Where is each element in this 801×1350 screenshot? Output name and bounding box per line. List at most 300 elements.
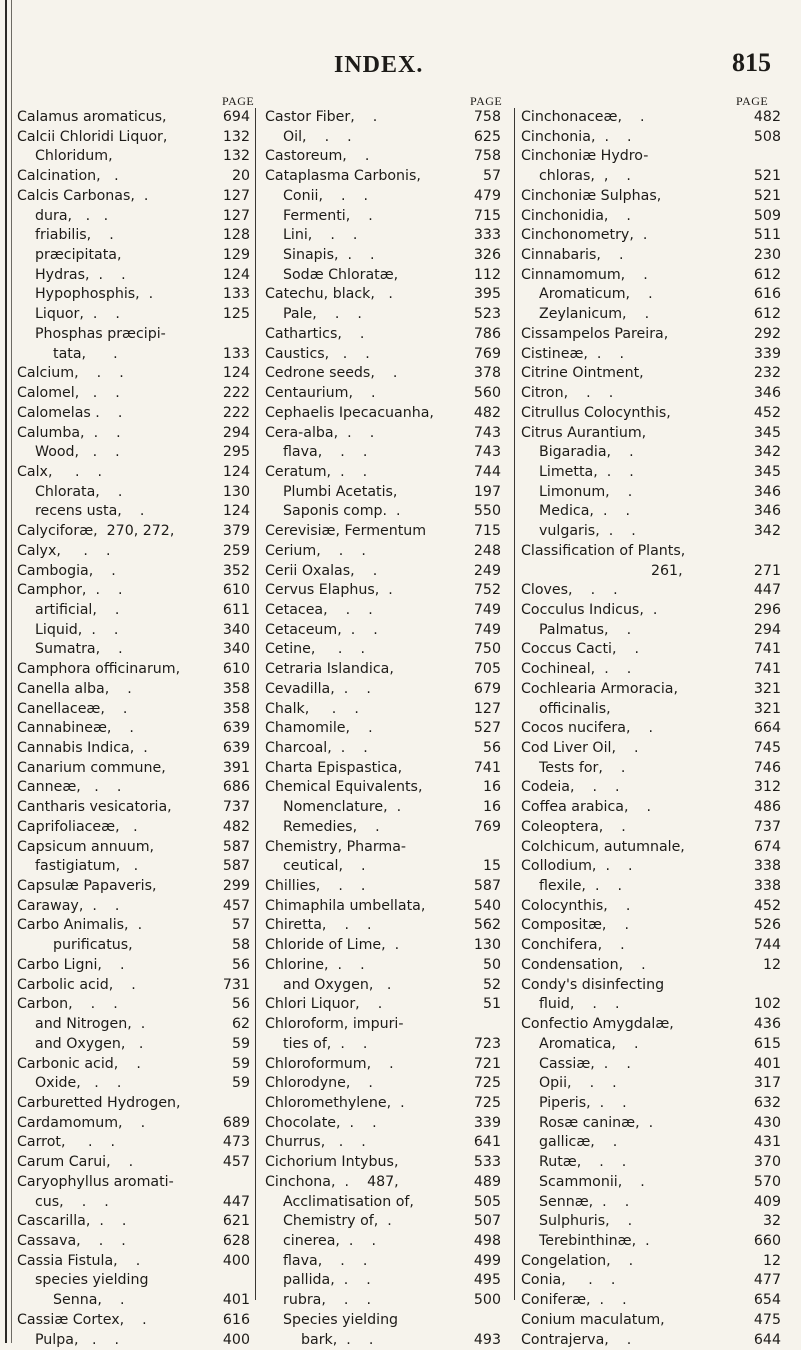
entry-page-number: 632 bbox=[753, 1094, 781, 1111]
entry-term: Cod Liver Oil, . bbox=[521, 740, 639, 756]
index-entry bbox=[521, 581, 781, 601]
index-entry bbox=[17, 424, 250, 444]
index-entry bbox=[17, 305, 250, 325]
index-entry bbox=[265, 1114, 501, 1134]
index-entry bbox=[17, 325, 250, 345]
entry-term: Chlori Liquor, . bbox=[265, 996, 383, 1013]
entry-page-number: 639 bbox=[222, 720, 250, 737]
entry-term: cinerea, . . bbox=[283, 1232, 376, 1249]
entry-page-number: 628 bbox=[222, 1232, 250, 1249]
index-entry bbox=[17, 1094, 250, 1114]
index-entry bbox=[521, 364, 781, 384]
index-column-2 bbox=[265, 108, 501, 1350]
entry-term: Cinnabaris, . bbox=[521, 247, 624, 264]
entry-term: Chloride of Lime, . bbox=[265, 937, 400, 954]
entry-page-number: 340 bbox=[222, 621, 250, 638]
index-entry bbox=[265, 424, 501, 444]
index-entry bbox=[17, 956, 250, 976]
entry-page-number: 400 bbox=[222, 1331, 250, 1348]
entry-page-number: 296 bbox=[753, 601, 781, 618]
index-entry bbox=[521, 936, 781, 956]
index-entry bbox=[17, 266, 250, 286]
index-entry bbox=[17, 897, 250, 917]
index-entry bbox=[17, 680, 250, 700]
entry-term: Limetta, . . bbox=[539, 463, 634, 480]
index-entry bbox=[521, 128, 781, 148]
index-entry bbox=[265, 916, 501, 936]
index-entry bbox=[521, 1311, 781, 1331]
entry-term: Cistineæ, . . bbox=[521, 345, 624, 362]
entry-term: Camphor, . . bbox=[17, 582, 123, 599]
entry-page-number: 615 bbox=[753, 1035, 781, 1052]
entry-page-number: 611 bbox=[222, 601, 250, 618]
index-entry bbox=[521, 877, 781, 897]
entry-term: Cocculus Indicus, . bbox=[521, 601, 658, 618]
entry-term: Canneæ, . . bbox=[17, 779, 122, 796]
index-entry bbox=[17, 1133, 250, 1153]
entry-page-number: 130 bbox=[473, 937, 501, 954]
entry-term: Cetine, . . bbox=[265, 641, 365, 658]
entry-page-number: 664 bbox=[753, 720, 781, 737]
entry-term: Sodæ Chloratæ, bbox=[283, 266, 399, 283]
index-entry bbox=[17, 798, 250, 818]
index-entry bbox=[521, 562, 781, 582]
entry-page-number: 486 bbox=[753, 799, 781, 816]
index-entry bbox=[17, 877, 250, 897]
entry-page-number: 358 bbox=[222, 700, 250, 717]
entry-term: Chemistry, Pharma- bbox=[265, 838, 407, 855]
index-entry bbox=[265, 1133, 501, 1153]
entry-page-number: 505 bbox=[473, 1193, 501, 1210]
entry-term: Cinchonidia, . bbox=[521, 207, 631, 224]
entry-page-number: 521 bbox=[753, 168, 781, 185]
entry-page-number: 124 bbox=[222, 266, 250, 283]
entry-term: Cichorium Intybus, bbox=[265, 1154, 399, 1171]
entry-page-number: 59 bbox=[231, 1055, 250, 1072]
entry-page-number: 769 bbox=[473, 818, 501, 835]
entry-page-number: 340 bbox=[222, 641, 250, 658]
index-entry bbox=[521, 1331, 781, 1350]
index-entry bbox=[17, 1114, 250, 1134]
entry-term: Congelation, . bbox=[521, 1252, 634, 1269]
index-entry bbox=[265, 207, 501, 227]
entry-term: Chiretta, . . bbox=[265, 917, 372, 934]
entry-term: Coffea arabica, . bbox=[521, 799, 652, 816]
entry-page-number: 62 bbox=[231, 1016, 250, 1033]
index-entry bbox=[265, 976, 501, 996]
entry-term: Chlorata, . bbox=[35, 483, 123, 500]
index-entry bbox=[521, 404, 781, 424]
entry-term: Cannabineæ, . bbox=[17, 720, 134, 737]
entry-term: Sumatra, . bbox=[35, 641, 123, 658]
index-entry bbox=[17, 838, 250, 858]
entry-page-number: 125 bbox=[222, 306, 250, 323]
index-entry bbox=[265, 285, 501, 305]
index-entry bbox=[17, 364, 250, 384]
entry-term: Piperis, . . bbox=[539, 1094, 627, 1111]
index-entry bbox=[521, 956, 781, 976]
entry-term: Condy's disinfecting bbox=[521, 976, 665, 993]
entry-page-number: 16 bbox=[482, 799, 501, 816]
index-entry bbox=[17, 1212, 250, 1232]
index-entry bbox=[17, 285, 250, 305]
index-entry bbox=[521, 167, 781, 187]
entry-term: Cissampelos Pareira, bbox=[521, 325, 669, 342]
entry-page-number: 533 bbox=[473, 1154, 501, 1171]
index-entry bbox=[17, 226, 250, 246]
entry-term: chloras, , . bbox=[539, 168, 631, 185]
index-entry bbox=[265, 404, 501, 424]
entry-term: Chloromethylene, . bbox=[265, 1094, 405, 1111]
index-entry bbox=[265, 739, 501, 759]
entry-term: Cetaceum, . . bbox=[265, 621, 378, 638]
entry-page-number: 312 bbox=[753, 779, 781, 796]
entry-page-number: 715 bbox=[473, 523, 501, 540]
entry-term: Cerium, . . bbox=[265, 542, 366, 559]
index-entry bbox=[17, 463, 250, 483]
entry-page-number: 457 bbox=[222, 897, 250, 914]
entry-term: Conchifera, . bbox=[521, 937, 625, 954]
index-entry bbox=[17, 936, 250, 956]
index-entry bbox=[521, 542, 781, 562]
index-entry bbox=[521, 700, 781, 720]
entry-term: pallida, . . bbox=[283, 1272, 371, 1289]
index-entry bbox=[17, 187, 250, 207]
index-entry bbox=[265, 345, 501, 365]
index-entry bbox=[265, 936, 501, 956]
index-entry bbox=[17, 542, 250, 562]
entry-term: ties of, . . bbox=[283, 1035, 368, 1052]
entry-term: Calcis Carbonas, . bbox=[17, 187, 149, 204]
entry-term: Sinapis, . . bbox=[283, 247, 375, 264]
index-entry bbox=[521, 502, 781, 522]
entry-page-number: 436 bbox=[753, 1016, 781, 1033]
entry-page-number: 741 bbox=[473, 759, 501, 776]
index-entry bbox=[17, 1015, 250, 1035]
entry-term: Cevadilla, . . bbox=[265, 680, 371, 697]
entry-page-number: 731 bbox=[222, 976, 250, 993]
entry-page-number: 526 bbox=[753, 917, 781, 934]
entry-page-number: 499 bbox=[473, 1252, 501, 1269]
entry-term: Rosæ caninæ, . bbox=[539, 1114, 654, 1131]
entry-term: Hydras, . . bbox=[35, 266, 126, 283]
index-entry bbox=[265, 1153, 501, 1173]
entry-page-number: 133 bbox=[222, 345, 250, 362]
entry-term: Contrajerva, . bbox=[521, 1331, 632, 1348]
page-number: 815 bbox=[732, 48, 771, 77]
entry-page-number: 610 bbox=[222, 661, 250, 678]
index-entry bbox=[521, 976, 781, 996]
index-entry bbox=[265, 1232, 501, 1252]
entry-term: fluid, . . bbox=[539, 996, 620, 1013]
entry-term: Limonum, . bbox=[539, 483, 633, 500]
entry-term: Cassiæ Cortex, . bbox=[17, 1311, 147, 1328]
entry-page-number: 59 bbox=[231, 1075, 250, 1092]
entry-page-number: 112 bbox=[473, 266, 501, 283]
entry-page-number: 59 bbox=[231, 1035, 250, 1052]
entry-page-number: 705 bbox=[473, 661, 501, 678]
index-entry bbox=[265, 1094, 501, 1114]
entry-page-number: 130 bbox=[222, 483, 250, 500]
entry-page-number: 723 bbox=[473, 1035, 501, 1052]
page-binding-edge bbox=[5, 0, 7, 1343]
index-entry bbox=[521, 798, 781, 818]
index-entry bbox=[265, 581, 501, 601]
entry-term: Cinchonaceæ, . bbox=[521, 109, 645, 125]
entry-page-number: 452 bbox=[753, 897, 781, 914]
index-entry bbox=[521, 995, 781, 1015]
entry-term: dura, . . bbox=[35, 207, 109, 224]
entry-page-number: 495 bbox=[473, 1272, 501, 1289]
entry-term: Caustics, . . bbox=[265, 345, 370, 362]
index-entry bbox=[17, 995, 250, 1015]
entry-page-number: 752 bbox=[473, 582, 501, 599]
entry-term: Cinchona, . 487, bbox=[265, 1173, 399, 1190]
index-entry bbox=[521, 1114, 781, 1134]
index-entry bbox=[265, 897, 501, 917]
index-entry bbox=[521, 443, 781, 463]
entry-page-number: 749 bbox=[473, 621, 501, 638]
entry-page-number: 509 bbox=[753, 207, 781, 224]
entry-term: Colchicum, autumnale, bbox=[521, 838, 685, 855]
index-entry bbox=[265, 759, 501, 779]
index-entry bbox=[521, 266, 781, 286]
entry-term: Calomel, . . bbox=[17, 385, 120, 402]
entry-term: Coccus Cacti, . bbox=[521, 641, 640, 658]
entry-term: Citrine Ointment, bbox=[521, 365, 644, 382]
index-column-3 bbox=[521, 108, 781, 1350]
entry-page-number: 508 bbox=[753, 128, 781, 145]
entry-page-number: 452 bbox=[753, 404, 781, 421]
entry-term: Calx, . . bbox=[17, 463, 103, 480]
entry-term: Chocolate, . . bbox=[265, 1114, 377, 1131]
index-entry bbox=[265, 1331, 501, 1350]
entry-page-number: 50 bbox=[482, 956, 501, 973]
entry-page-number: 294 bbox=[222, 424, 250, 441]
entry-term: Hypophosphis, . bbox=[35, 286, 154, 303]
entry-term: Aromaticum, . bbox=[539, 286, 653, 303]
index-entry bbox=[521, 601, 781, 621]
entry-page-number: 292 bbox=[753, 325, 781, 342]
index-entry bbox=[265, 522, 501, 542]
index-entry bbox=[265, 1193, 501, 1213]
entry-term: flexile, . . bbox=[539, 878, 623, 895]
index-entry bbox=[521, 325, 781, 345]
entry-term: species yielding bbox=[35, 1272, 149, 1289]
entry-term: Cochlearia Armoracia, bbox=[521, 680, 678, 697]
index-entry bbox=[521, 1094, 781, 1114]
entry-page-number: 345 bbox=[753, 463, 781, 480]
entry-term: Churrus, . . bbox=[265, 1134, 366, 1151]
index-entry bbox=[521, 1133, 781, 1153]
entry-page-number: 128 bbox=[222, 227, 250, 244]
entry-term: flava, . . bbox=[283, 1252, 368, 1269]
entry-term: and Oxygen, . bbox=[283, 976, 392, 993]
index-entry bbox=[265, 857, 501, 877]
entry-term: Cathartics, . bbox=[265, 325, 365, 342]
entry-term: Carburetted Hydrogen, bbox=[17, 1094, 181, 1111]
index-entry bbox=[17, 443, 250, 463]
index-entry bbox=[521, 384, 781, 404]
entry-page-number: 587 bbox=[473, 878, 501, 895]
entry-page-number: 550 bbox=[473, 503, 501, 520]
index-entry bbox=[265, 877, 501, 897]
entry-page-number: 12 bbox=[762, 956, 781, 973]
index-entry bbox=[521, 1035, 781, 1055]
entry-page-number: 222 bbox=[222, 404, 250, 421]
entry-page-number: 447 bbox=[222, 1193, 250, 1210]
entry-term: Tests for, . bbox=[539, 759, 626, 776]
entry-term: Cataplasma Carbonis, bbox=[265, 168, 421, 185]
index-entry bbox=[17, 778, 250, 798]
entry-page-number: 741 bbox=[753, 661, 781, 678]
column-divider bbox=[255, 108, 256, 1300]
entry-term: Saponis comp. . bbox=[283, 503, 401, 520]
entry-page-number: 299 bbox=[222, 878, 250, 895]
entry-term: Calomelas . . bbox=[17, 404, 123, 421]
entry-page-number: 521 bbox=[753, 187, 781, 204]
entry-page-number: 51 bbox=[482, 996, 501, 1013]
index-entry bbox=[17, 108, 250, 128]
index-entry bbox=[521, 147, 781, 167]
entry-term: tata, . bbox=[53, 345, 118, 362]
entry-term: Cinchonia, . . bbox=[521, 128, 632, 145]
entry-term: Citron, . . bbox=[521, 385, 614, 402]
index-entry bbox=[521, 246, 781, 266]
entry-term: Castor Fiber, . bbox=[265, 109, 378, 125]
index-entry bbox=[265, 1271, 501, 1291]
index-entry bbox=[265, 1212, 501, 1232]
entry-page-number: 686 bbox=[222, 779, 250, 796]
index-entry bbox=[265, 1311, 501, 1331]
index-entry bbox=[521, 1232, 781, 1252]
entry-page-number: 482 bbox=[753, 109, 781, 125]
entry-term: Calcium, . . bbox=[17, 365, 124, 382]
index-entry bbox=[265, 1035, 501, 1055]
entry-page-number: 352 bbox=[222, 562, 250, 579]
entry-term: Cerevisiæ, Fermentum bbox=[265, 523, 427, 540]
entry-page-number: 511 bbox=[753, 227, 781, 244]
index-entry bbox=[521, 1291, 781, 1311]
entry-term: Aromatica, . bbox=[539, 1035, 639, 1052]
entry-page-number: 370 bbox=[753, 1154, 781, 1171]
index-entry bbox=[265, 1173, 501, 1193]
entry-term: Cerii Oxalas, . bbox=[265, 562, 378, 579]
entry-page-number: 587 bbox=[222, 858, 250, 875]
entry-page-number: 197 bbox=[473, 483, 501, 500]
entry-page-number: 527 bbox=[473, 720, 501, 737]
index-entry bbox=[17, 1173, 250, 1193]
entry-page-number: 249 bbox=[473, 562, 501, 579]
column-divider bbox=[514, 108, 515, 1300]
entry-page-number: 358 bbox=[222, 680, 250, 697]
entry-page-number: 715 bbox=[473, 207, 501, 224]
entry-page-number: 473 bbox=[222, 1134, 250, 1151]
index-entry bbox=[521, 187, 781, 207]
entry-term: Cetacea, . . bbox=[265, 601, 373, 618]
index-entry bbox=[17, 207, 250, 227]
entry-term: Condensation, . bbox=[521, 956, 646, 973]
entry-term: Collodium, . . bbox=[521, 858, 633, 875]
entry-term: Canellaceæ, . bbox=[17, 700, 128, 717]
entry-term: Chlorine, . . bbox=[265, 956, 365, 973]
entry-page-number: 500 bbox=[473, 1292, 501, 1309]
entry-term: Cinnamomum, . bbox=[521, 266, 648, 283]
index-entry bbox=[521, 660, 781, 680]
entry-page-number: 744 bbox=[753, 937, 781, 954]
entry-page-number: 401 bbox=[222, 1292, 250, 1309]
entry-page-number: 129 bbox=[222, 247, 250, 264]
entry-page-number: 102 bbox=[753, 996, 781, 1013]
entry-page-number: 721 bbox=[473, 1055, 501, 1072]
entry-page-number: 654 bbox=[753, 1292, 781, 1309]
index-entry bbox=[17, 640, 250, 660]
index-entry bbox=[17, 621, 250, 641]
index-entry bbox=[265, 187, 501, 207]
entry-page-number: 294 bbox=[753, 621, 781, 638]
entry-term: Cassia Fistula, . bbox=[17, 1252, 141, 1269]
index-entry bbox=[17, 502, 250, 522]
entry-term: Conii, . . bbox=[283, 187, 369, 204]
index-entry bbox=[521, 463, 781, 483]
entry-term: recens usta, . bbox=[35, 503, 145, 520]
index-entry bbox=[17, 384, 250, 404]
entry-page-number: 475 bbox=[753, 1311, 781, 1328]
entry-term: 261, bbox=[651, 562, 683, 579]
entry-term: Chillies, . . bbox=[265, 878, 366, 895]
running-header bbox=[0, 48, 801, 88]
entry-term: Canarium commune, bbox=[17, 759, 166, 776]
index-entry bbox=[265, 838, 501, 858]
entry-page-number: 56 bbox=[482, 740, 501, 756]
index-entry bbox=[17, 147, 250, 167]
entry-term: Capsulæ Papaveris, bbox=[17, 878, 157, 895]
index-entry bbox=[265, 995, 501, 1015]
entry-page-number: 295 bbox=[222, 444, 250, 461]
index-entry bbox=[265, 621, 501, 641]
entry-term: Species yielding bbox=[283, 1311, 399, 1328]
entry-term: Cambogia, . bbox=[17, 562, 116, 579]
index-entry bbox=[265, 463, 501, 483]
entry-term: Palmatus, . bbox=[539, 621, 632, 638]
entry-term: Catechu, black, . bbox=[265, 286, 393, 303]
entry-page-number: 523 bbox=[473, 306, 501, 323]
entry-term: Conia, . . bbox=[521, 1272, 616, 1289]
index-entry bbox=[17, 562, 250, 582]
index-entry bbox=[17, 522, 250, 542]
entry-page-number: 689 bbox=[222, 1114, 250, 1131]
entry-term: Capsicum annuum, bbox=[17, 838, 155, 855]
entry-term: Coleoptera, . bbox=[521, 818, 626, 835]
entry-term: Sulphuris, . bbox=[539, 1213, 633, 1230]
column-page-label: PAGE bbox=[736, 94, 769, 108]
entry-term: vulgaris, . . bbox=[539, 523, 636, 540]
entry-page-number: 616 bbox=[753, 286, 781, 303]
entry-term: purificatus, bbox=[53, 937, 133, 954]
entry-page-number: 560 bbox=[473, 385, 501, 402]
entry-page-number: 127 bbox=[222, 207, 250, 224]
entry-page-number: 321 bbox=[753, 680, 781, 697]
entry-term: Caraway, . . bbox=[17, 897, 120, 914]
entry-page-number: 248 bbox=[473, 542, 501, 559]
entry-term: Remedies, . bbox=[283, 818, 380, 835]
index-entry bbox=[265, 956, 501, 976]
entry-term: Liquor, . . bbox=[35, 306, 120, 323]
entry-term: Senna, . bbox=[53, 1292, 125, 1309]
index-entry bbox=[17, 1232, 250, 1252]
entry-term: Calcii Chloridi Liquor, bbox=[17, 128, 168, 145]
column-page-label: PAGE bbox=[222, 94, 255, 108]
